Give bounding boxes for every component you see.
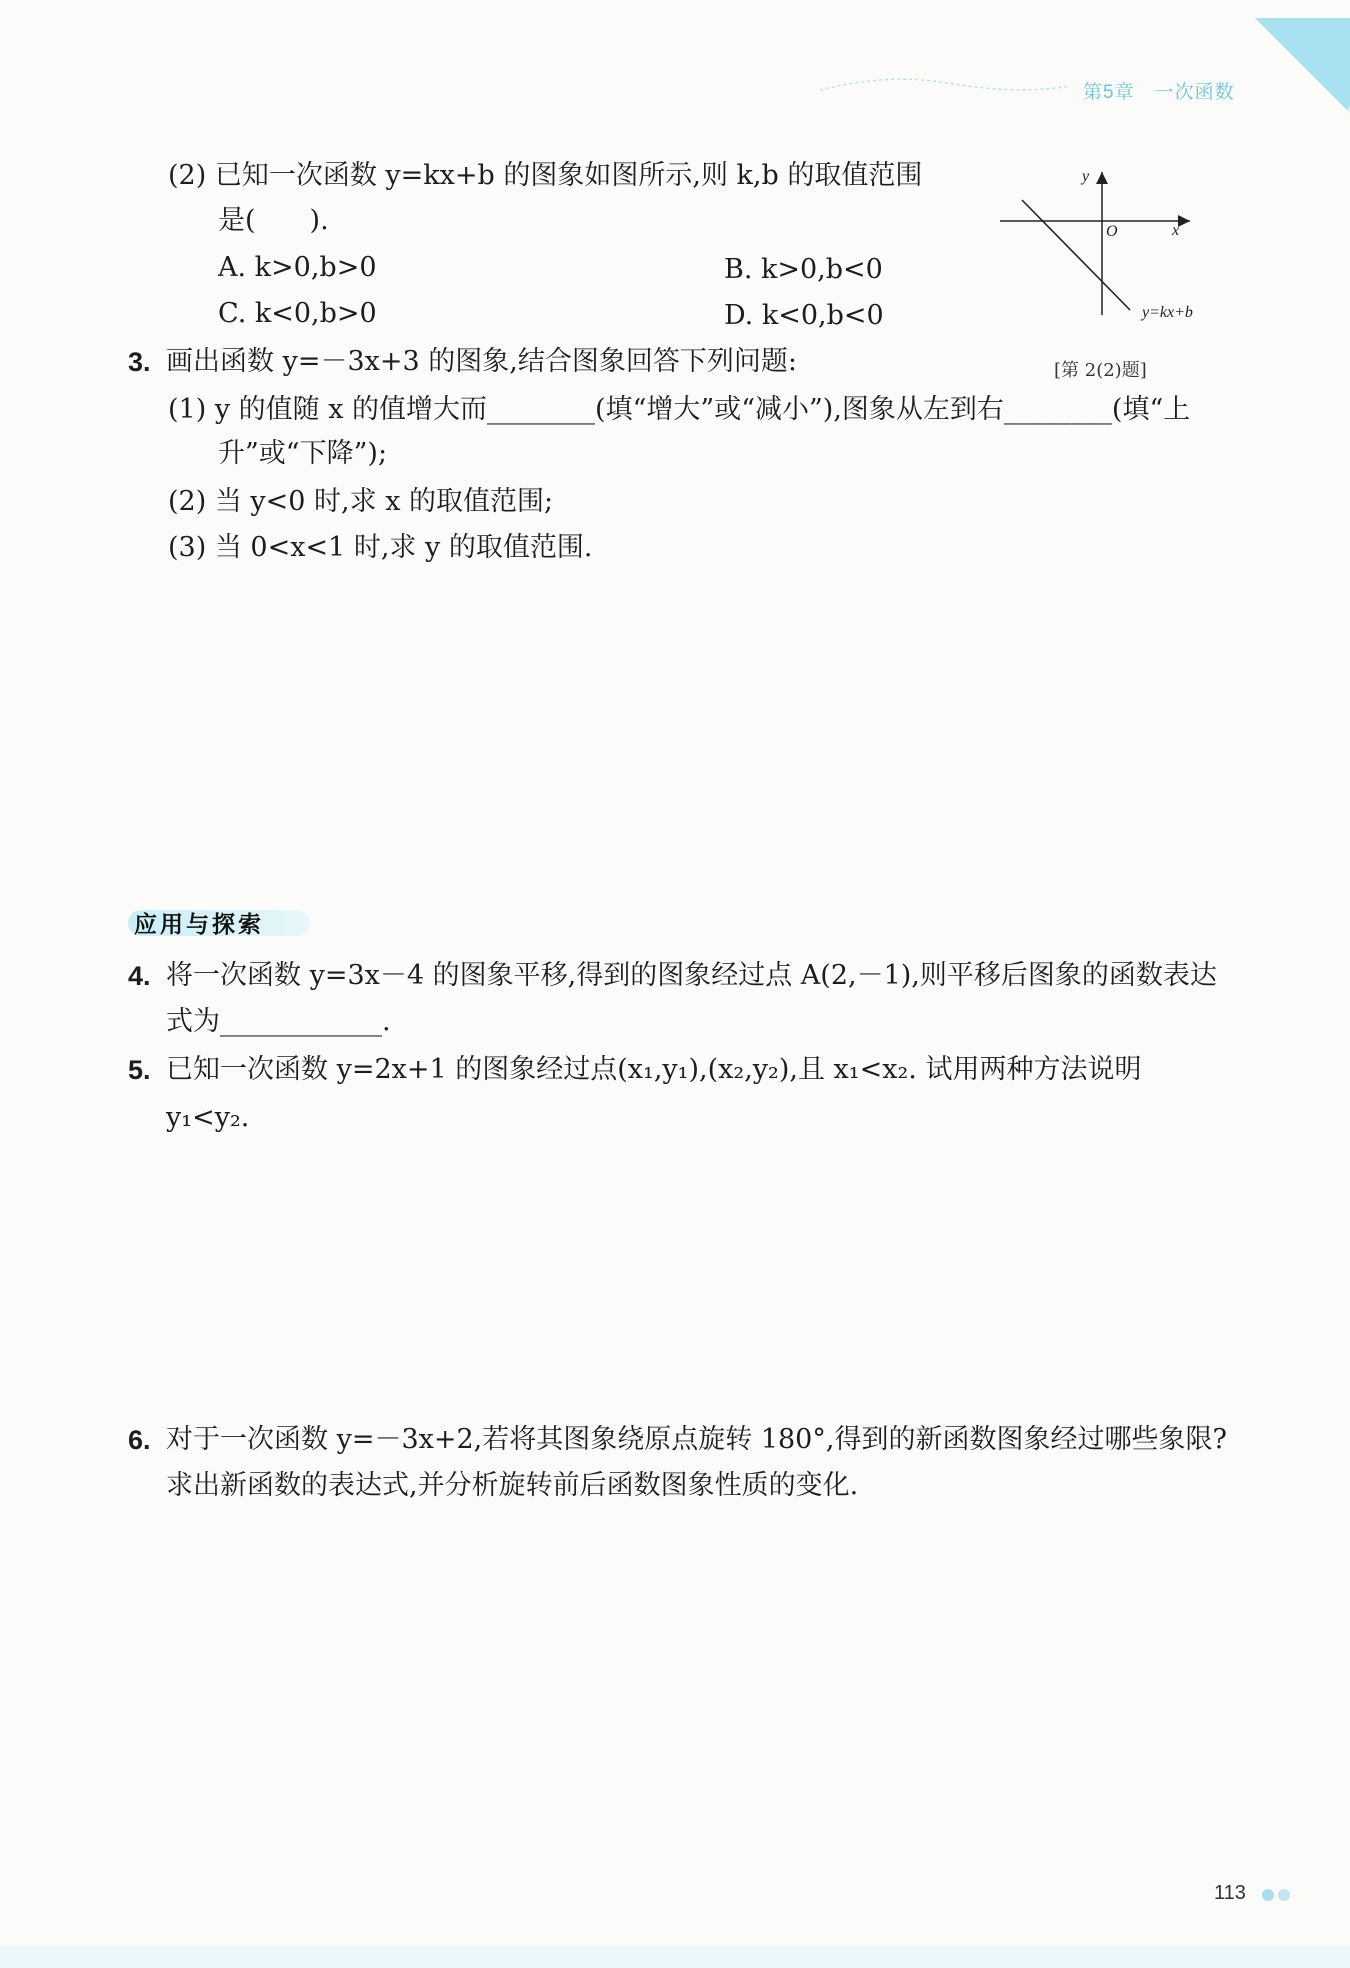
header-wave [820,72,1080,102]
section-title: 应用与探索 [134,911,264,937]
page-dot [1278,1889,1290,1901]
q3-stem: 画出函数 y=－3x+3 的图象,结合图象回答下列问题: [166,346,797,377]
q4-stem-cont: 式为____________. [166,1006,391,1037]
corner-decoration-light [1255,18,1350,113]
q5-number: 5. [128,1055,151,1085]
option-b: B. k>0,b<0 [724,254,883,285]
footer-band [0,1946,1350,1968]
q4-stem: 将一次函数 y=3x－4 的图象平移,得到的图象经过点 A(2,－1),则平移后图象的函数表达 [166,960,1217,991]
page-dot [1262,1889,1274,1901]
q2-2-stem-cont: 是( ). [218,205,329,236]
q6-stem-cont: 求出新函数的表达式,并分析旋转前后函数图象性质的变化. [166,1470,859,1501]
q3-part3: (3) 当 0<x<1 时,求 y 的取值范围. [168,532,593,563]
q6-number: 6. [128,1425,151,1455]
q3-part2: (2) 当 y<0 时,求 x 的取值范围; [168,486,554,517]
page-number: 113 [1214,1882,1246,1904]
q3-part1-cont: 升”或“下降”); [218,438,388,469]
function-label: y=kx+b [1142,304,1193,321]
y-axis-label: y [1082,168,1090,185]
chapter-title: 第5章 一次函数 [1083,82,1235,103]
q5-stem-cont: y₁<y₂. [166,1102,250,1133]
q2-2-stem: (2) 已知一次函数 y=kx+b 的图象如图所示,则 k,b 的取值范围 [168,160,923,191]
q4-number: 4. [128,961,151,991]
option-d: D. k<0,b<0 [724,300,884,331]
q3-part1: (1) y 的值随 x 的值增大而________(填“增大”或“减小”),图象从左到右________(填“上 [168,394,1191,425]
linear-function-graph [990,160,1230,330]
option-c: C. k<0,b>0 [218,298,377,329]
function-line [1022,200,1130,310]
q5-stem: 已知一次函数 y=2x+1 的图象经过点(x₁,y₁),(x₂,y₂),且 x₁<x₂. 试用两种方法说明 [166,1054,1142,1085]
x-axis-label: x [1172,222,1180,239]
figure-caption: [第 2(2)题] [1054,360,1147,381]
origin-label: O [1106,223,1118,240]
option-a: A. k>0,b>0 [218,252,377,283]
q6-stem: 对于一次函数 y=－3x+2,若将其图象绕原点旋转 180°,得到的新函数图象经过哪些象限? [166,1424,1227,1455]
q3-number: 3. [128,347,151,377]
